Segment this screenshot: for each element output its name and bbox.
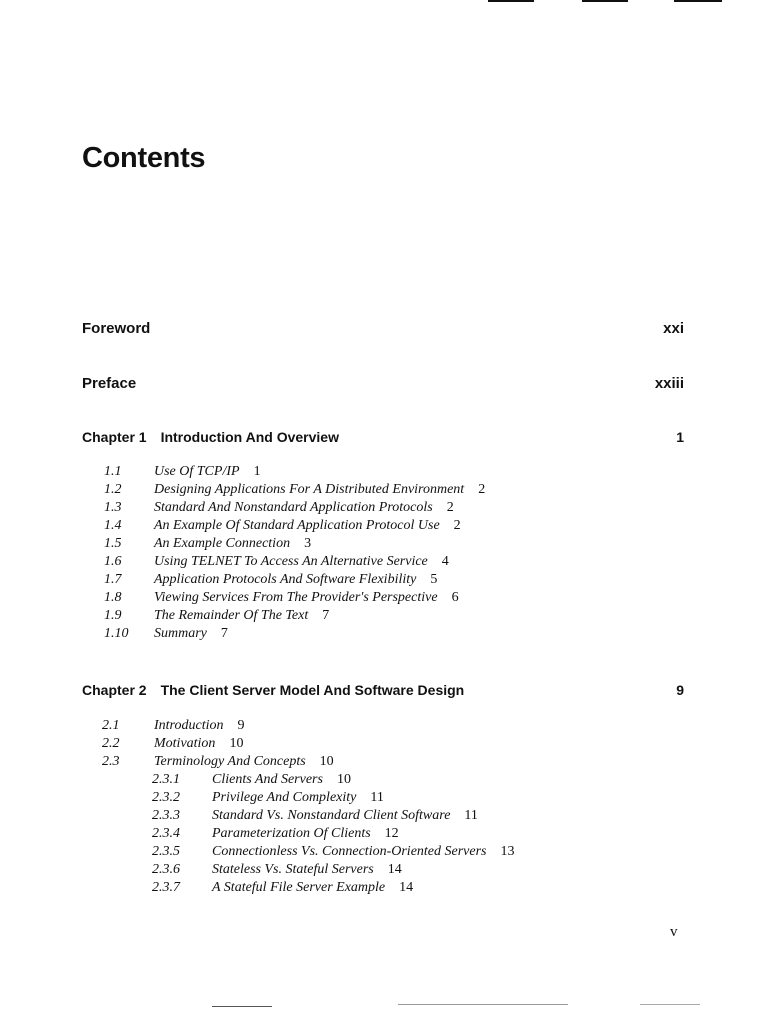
section-title	[154, 571, 437, 589]
section-title-text: Standard And Nonstandard Application Protocols	[154, 500, 433, 515]
toc-section-row[interactable]	[0, 589, 768, 607]
section-page: 11	[464, 808, 478, 823]
section-number: 2.2	[102, 736, 120, 751]
chapter-number: Chapter 1	[82, 429, 147, 445]
section-page: 5	[430, 572, 438, 587]
toc-entry-page: xxi	[663, 320, 684, 337]
section-page: 3	[304, 536, 312, 551]
top-rule-3	[674, 0, 722, 2]
toc-section-row[interactable]	[0, 717, 768, 735]
scan-speck	[640, 1004, 700, 1005]
section-title	[154, 499, 454, 517]
section-number: 1.2	[104, 482, 122, 497]
section-number: 2.1	[102, 718, 120, 733]
section-title-text: A Stateful File Server Example	[212, 880, 386, 895]
section-title-text: Using TELNET To Access An Alternative Service	[154, 554, 428, 569]
toc-section-row[interactable]	[0, 517, 768, 535]
section-title-text: Viewing Services From The Provider's Perspective	[154, 590, 438, 605]
scan-speck	[212, 1006, 272, 1007]
section-title	[154, 463, 261, 481]
section-page: 2	[478, 482, 486, 497]
toc-section-row[interactable]	[0, 553, 768, 571]
section-title	[212, 861, 402, 879]
section-title-text: Designing Applications For A Distributed Environment	[154, 482, 465, 497]
section-number: 1.9	[104, 608, 122, 623]
page-title: Contents	[82, 142, 206, 174]
section-title-text: Standard Vs. Nonstandard Client Software	[212, 808, 451, 823]
toc-section-row[interactable]	[0, 625, 768, 643]
chapter-2-heading[interactable]	[82, 682, 684, 698]
section-title	[154, 717, 244, 735]
toc-entry-page: xxiii	[654, 375, 684, 392]
section-number: 1.5	[104, 536, 122, 551]
section-number: 2.3.4	[152, 826, 180, 841]
section-page: 2	[453, 518, 461, 533]
toc-section-row[interactable]	[0, 535, 768, 553]
toc-entry-label: Preface	[82, 375, 137, 392]
toc-section-row[interactable]	[0, 499, 768, 517]
section-title	[154, 735, 243, 753]
section-title-text: An Example Of Standard Application Protocol Use	[154, 518, 440, 533]
section-title	[154, 589, 459, 607]
section-title	[212, 843, 515, 861]
chapter-page: 1	[676, 429, 684, 445]
section-page: 2	[446, 500, 454, 515]
section-number: 2.3	[102, 754, 120, 769]
toc-section-row[interactable]	[0, 843, 768, 861]
section-title-text: Application Protocols And Software Flexibility	[154, 572, 417, 587]
toc-section-row[interactable]	[0, 571, 768, 589]
top-rule-1	[488, 0, 534, 2]
toc-section-row[interactable]	[0, 807, 768, 825]
toc-section-row[interactable]	[0, 771, 768, 789]
section-page: 13	[500, 844, 515, 859]
section-title	[154, 535, 311, 553]
toc-section-row[interactable]	[0, 463, 768, 481]
section-page: 10	[229, 736, 244, 751]
section-title-text: Terminology And Concepts	[154, 754, 306, 769]
section-page: 1	[253, 464, 261, 479]
section-page: 6	[451, 590, 459, 605]
section-title-text: Parameterization Of Clients	[212, 826, 371, 841]
chapter-1-sections	[0, 463, 768, 643]
section-number: 2.3.2	[152, 790, 180, 805]
toc-entry-foreword[interactable]	[82, 320, 684, 337]
toc-entry-preface[interactable]	[82, 375, 684, 392]
section-number: 1.4	[104, 518, 122, 533]
section-title	[154, 625, 228, 643]
section-number: 1.3	[104, 500, 122, 515]
toc-section-row[interactable]	[0, 481, 768, 499]
chapter-title: Introduction And Overview	[160, 429, 339, 445]
section-number: 2.3.5	[152, 844, 180, 859]
section-title-text: Privilege And Complexity	[212, 790, 357, 805]
section-title-text: An Example Connection	[154, 536, 291, 551]
chapter-page: 9	[676, 682, 684, 698]
section-title	[212, 879, 413, 897]
section-number: 2.3.6	[152, 862, 180, 877]
section-number: 1.6	[104, 554, 122, 569]
section-page: 10	[336, 772, 351, 787]
chapter-number: Chapter 2	[82, 682, 147, 698]
page-folio: v	[670, 924, 678, 940]
section-page: 7	[322, 608, 330, 623]
section-page: 10	[319, 754, 334, 769]
top-rule-2	[582, 0, 628, 2]
section-page: 11	[370, 790, 384, 805]
section-page: 14	[399, 880, 414, 895]
section-number: 2.3.1	[152, 772, 180, 787]
toc-section-row[interactable]	[0, 861, 768, 879]
section-title	[154, 607, 329, 625]
section-number: 2.3.3	[152, 808, 180, 823]
section-title-text: Summary	[154, 626, 207, 641]
chapter-2-sections	[0, 717, 768, 897]
section-title	[154, 753, 334, 771]
chapter-1-heading[interactable]	[82, 429, 684, 445]
section-title-text: The Remainder Of The Text	[154, 608, 309, 623]
toc-section-row[interactable]	[0, 753, 768, 771]
section-title	[154, 481, 485, 499]
section-number: 1.1	[104, 464, 122, 479]
section-title-text: Clients And Servers	[212, 772, 323, 787]
toc-entry-label: Foreword	[82, 320, 151, 337]
toc-section-row[interactable]	[0, 607, 768, 625]
section-title-text: Stateless Vs. Stateful Servers	[212, 862, 374, 877]
section-title	[212, 771, 351, 789]
section-number: 1.7	[104, 572, 122, 587]
section-number: 1.10	[104, 626, 129, 641]
section-title	[212, 789, 384, 807]
chapter-title: The Client Server Model And Software Design	[160, 682, 465, 698]
section-number: 2.3.7	[152, 880, 180, 895]
section-number: 1.8	[104, 590, 122, 605]
section-title	[212, 807, 478, 825]
section-page: 14	[387, 862, 402, 877]
section-title-text: Motivation	[154, 736, 216, 751]
toc-section-row[interactable]	[0, 735, 768, 753]
section-title	[212, 825, 399, 843]
section-title-text: Use Of TCP/IP	[154, 464, 240, 479]
toc-section-row[interactable]	[0, 825, 768, 843]
section-page: 4	[441, 554, 449, 569]
section-title	[154, 517, 461, 535]
toc-section-row[interactable]	[0, 879, 768, 897]
section-title-text: Connectionless Vs. Connection-Oriented Servers	[212, 844, 487, 859]
section-title	[154, 553, 449, 571]
section-title-text: Introduction	[154, 718, 224, 733]
section-page: 9	[237, 718, 245, 733]
section-page: 7	[220, 626, 228, 641]
toc-section-row[interactable]	[0, 789, 768, 807]
section-page: 12	[384, 826, 399, 841]
scan-speck	[398, 1004, 568, 1005]
